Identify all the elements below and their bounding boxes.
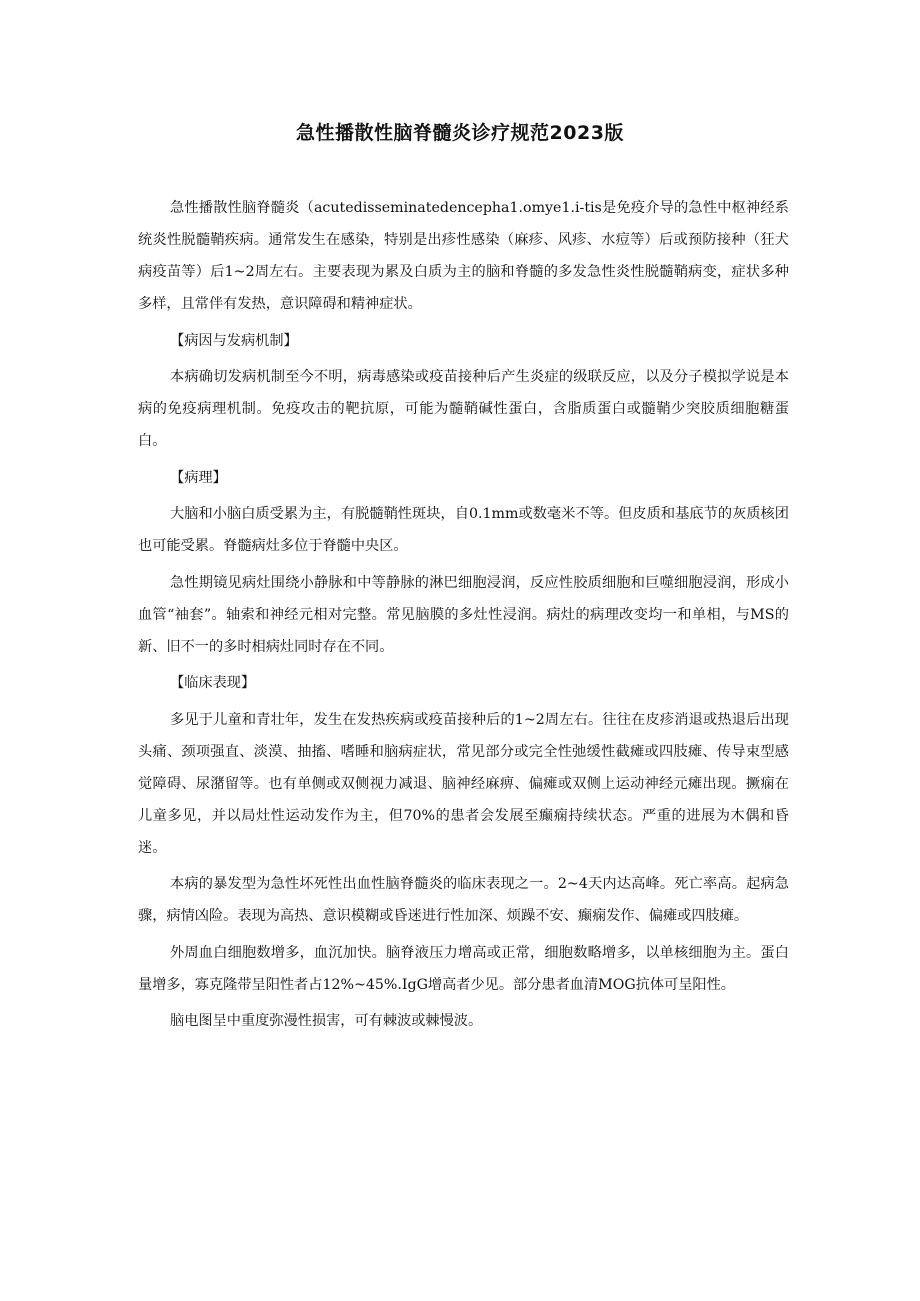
document-body xyxy=(138,192,789,1042)
clinical-paragraph-3: 外周血白细胞数增多，血沉加快。脑脊液压力增高或正常，细胞数略增多，以单核细胞为主。蛋白量增多，寡克隆带呈阳性者占12%~45%.IgG增高者少见。部分患者血清MOG抗体可呈阳性。 xyxy=(138,944,789,993)
intro-paragraph: 急性播散性脑脊髓炎（acutedisseminatedencepha1.omye1.i-tis是免疫介导的急性中枢神经系统炎性脱髓鞘疾病。通常发生在感染，特别是出疹性感染（麻疹、风疹、水痘等）后或预防接种（狂犬病疫苗等）后1~2周左右。主要表现为累及白质为主的脑和脊髓的多发急性炎性脱髓鞘病变，症状多种多样，且常伴有发热，意识障碍和精神症状。 xyxy=(138,200,789,312)
clinical-paragraph-1: 多见于儿童和青壮年，发生在发热疾病或疫苗接种后的1~2周左右。往往在皮疹消退或热退后出现头痛、颈项强直、淡漠、抽搐、嗜睡和脑病症状，常见部分或完全性弛缓性截瘫或四肢瘫、传导束型感觉障碍、尿潴留等。也有单侧或双侧视力减退、脑神经麻痹、偏瘫或双侧上运动神经元瘫出现。撅痫在儿童多见，并以局灶性运动发作为主，但70%的患者会发展至癫痫持续状态。严重的进展为木偶和昏迷。 xyxy=(138,711,789,856)
section-heading-etiology: 【病因与发病机制】 xyxy=(170,332,298,349)
section-heading-pathology: 【病理】 xyxy=(170,469,227,486)
clinical-paragraph-4: 脑电图呈中重度弥漫性损害，可有棘波或棘慢波。 xyxy=(170,1013,483,1029)
pathology-paragraph-1: 大脑和小脑白质受累为主，有脱髓鞘性斑块，自0.1mm或数毫米不等。但皮质和基底节的灰质核团也可能受累。脊髓病灶多位于脊髓中央区。 xyxy=(138,506,789,554)
section-heading-clinical: 【临床表现】 xyxy=(170,675,256,691)
clinical-paragraph-2: 本病的暴发型为急性坏死性出血性脑脊髓炎的临床表现之一。2~4天内达高峰。死亡率高。起病急骤，病情凶险。表现为高热、意识模糊或昏迷进行性加深、烦躁不安、癫痫发作、偏瘫或四肢瘫。 xyxy=(138,876,789,924)
pathology-paragraph-2: 急性期镜见病灶围绕小静脉和中等静脉的淋巴细胞浸润，反应性胶质细胞和巨噬细胞浸润，形成小血管“袖套”。轴索和神经元相对完整。常见脑膜的多灶性浸润。病灶的病理改变均一和单相，与MS的新、旧不一的多时相病灶同时存在不同。 xyxy=(138,574,789,655)
etiology-paragraph: 本病确切发病机制至今不明，病毒感染或疫苗接种后产生炎症的级联反应，以及分子模拟学说是本病的免疫病理机制。免疫攻击的靶抗原，可能为髓鞘碱性蛋白，含脂质蛋白或髓鞘少突胶质细胞糖蛋白。 xyxy=(138,369,789,449)
document-title: 急性播散性脑脊髓炎诊疗规范2023版 xyxy=(296,122,624,144)
